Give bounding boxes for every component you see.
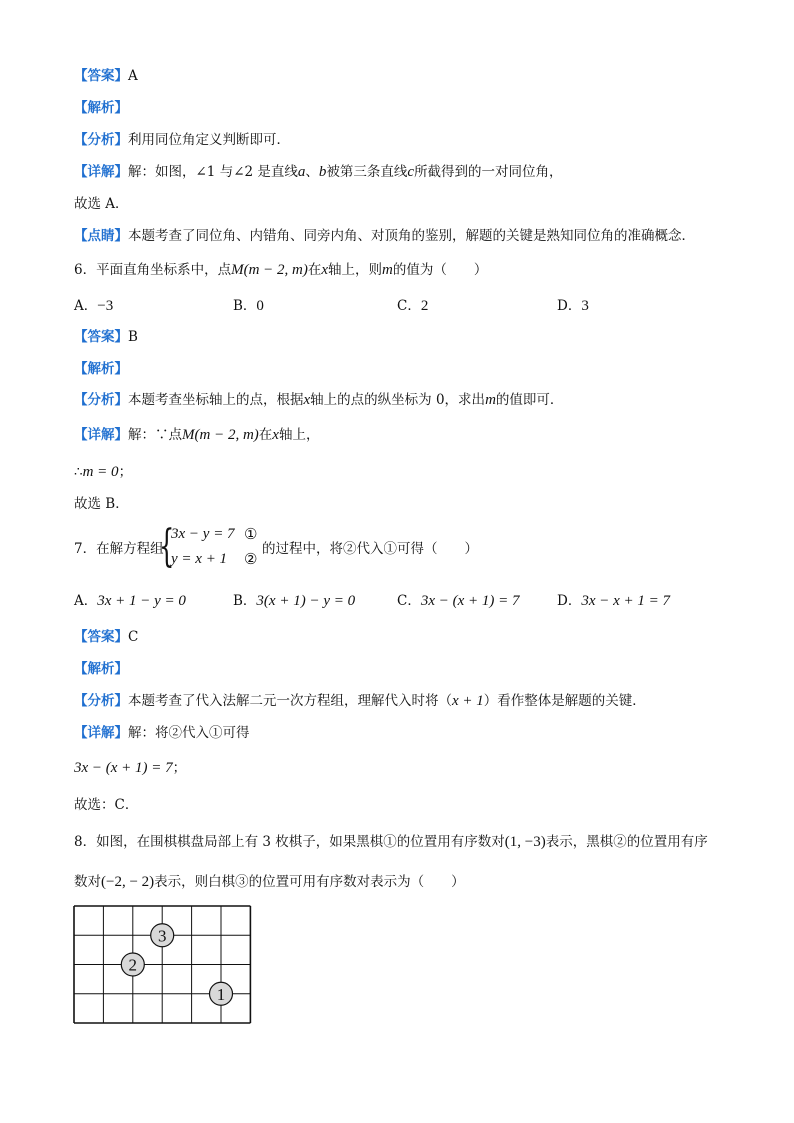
- q7-option-a: A．3x + 1 − y = 0: [74, 593, 186, 609]
- q6-analysis-line: [74, 359, 128, 379]
- equation-1: 3x − y = 7: [171, 526, 235, 542]
- xiangjie-tag: 【详解】: [74, 164, 128, 180]
- xiangjie-text-c: 所截得到的一对同位角，: [414, 164, 563, 180]
- q7-choose-line: 故选：C．: [74, 797, 139, 813]
- xiangjie-text-b: 被第三条直线: [326, 164, 408, 180]
- var-c: c: [407, 164, 415, 180]
- q6-result-line: ∴m = 0；: [74, 464, 133, 480]
- equation-1-mark: ①: [244, 527, 258, 543]
- q6-stem-d: 的值为（ ）: [392, 262, 488, 278]
- go-stone-3: [151, 924, 174, 947]
- go-stone-label: 2: [128, 955, 138, 975]
- go-board-figure: [70, 902, 256, 1028]
- q6-option-a: A．−3: [74, 298, 114, 314]
- q6-choose-line: 故选 B．: [74, 496, 129, 512]
- q7-stem-a: 7．在解方程组: [74, 541, 164, 557]
- q6-var-x: x: [321, 262, 329, 278]
- q8-stem-line-2: 数对(−2, − 2)表示，则白棋③的位置可用有序数对表示为（ ）: [74, 874, 465, 890]
- var-a: a: [297, 164, 306, 180]
- q7-result-line: 3x − (x + 1) = 7；: [74, 760, 187, 776]
- q7-fenxi-line: 【分析】本题考查了代入法解二元一次方程组，理解代入时将（x + 1）看作整体是解题的关键．: [74, 693, 646, 709]
- fenxi-tag: 【分析】: [74, 132, 128, 148]
- q6-stem-b: 在: [307, 262, 322, 278]
- q6-answer-line: [74, 327, 138, 347]
- q6-var-m: m: [382, 262, 393, 278]
- q5-analysis-line: [74, 98, 128, 118]
- answer-tag: 【答案】: [74, 629, 128, 645]
- q6-xiangjie-line: 【详解】解：∵点M(m − 2, m)在x轴上，: [74, 427, 320, 443]
- xiangjie-tag: 【详解】: [74, 427, 128, 443]
- q6-option-c: C．2: [397, 298, 429, 314]
- answer-value: B: [128, 329, 138, 345]
- q5-choose-line: 故选 A．: [74, 196, 129, 212]
- answer-value: A: [128, 68, 138, 84]
- q6-option-d: D．3: [557, 298, 589, 314]
- answer-tag: 【答案】: [74, 329, 128, 345]
- q7-option-b: B．3(x + 1) − y = 0: [233, 593, 356, 609]
- q6-option-b: B．0: [233, 298, 264, 314]
- xiangjie-text-a: 解：如图，∠1 与∠2 是直线: [128, 164, 298, 180]
- go-stone-label: 3: [157, 926, 167, 946]
- fenxi-tag: 【分析】: [74, 392, 128, 408]
- q7-analysis-line: [74, 659, 128, 679]
- q6-point: M(m − 2, m): [231, 262, 308, 278]
- answer-value: C: [128, 629, 139, 645]
- q7-stem-b: 的过程中，将②代入①可得（ ）: [262, 541, 478, 557]
- var-b: b: [318, 164, 327, 180]
- q6-stem-a: 6．平面直角坐标系中，点: [74, 262, 232, 278]
- analysis-tag: 【解析】: [74, 361, 128, 377]
- q5-xiangjie-line: [74, 162, 563, 182]
- q6-fenxi-line: 【分析】本题考查坐标轴上的点，根据x轴上的点的纵坐标为 0，求出m的值即可．: [74, 392, 564, 408]
- analysis-tag: 【解析】: [74, 661, 128, 677]
- fenxi-tag: 【分析】: [74, 693, 128, 709]
- equation-2: y = x + 1: [171, 551, 228, 567]
- q7-xiangjie-line: 【详解】解：将②代入①可得: [74, 725, 250, 741]
- fenxi-text: 利用同位角定义判断即可．: [128, 132, 290, 148]
- sep: 、: [305, 164, 319, 180]
- q7-option-d: D．3x − x + 1 = 7: [557, 593, 671, 609]
- dianjing-text: 本题考查了同位角、内错角、同旁内角、对顶角的鉴别，解题的关键是熟知同位角的准确概念．: [128, 228, 695, 244]
- q8-stem-line-1: 8．如图，在围棋棋盘局部上有 3 枚棋子，如果黑棋①的位置用有序数对(1, −3)表示，黑棋②的位置用有序: [74, 834, 708, 850]
- answer-tag: 【答案】: [74, 68, 128, 84]
- q5-fenxi-line: [74, 130, 290, 150]
- q6-stem: [74, 260, 487, 280]
- equation-system-brace: {: [159, 521, 175, 572]
- q5-answer-line: [74, 66, 138, 86]
- q7-answer-line: [74, 627, 138, 647]
- q6-stem-c: 轴上，则: [328, 262, 383, 278]
- q5-dianjing-line: [74, 226, 695, 246]
- q7-option-c: C．3x − (x + 1) = 7: [397, 593, 520, 609]
- go-stone-1: [210, 982, 233, 1005]
- analysis-tag: 【解析】: [74, 100, 128, 116]
- go-stone-2: [121, 953, 144, 976]
- equation-2-mark: ②: [244, 552, 258, 568]
- dianjing-tag: 【点睛】: [74, 228, 128, 244]
- xiangjie-tag: 【详解】: [74, 725, 128, 741]
- go-stone-label: 1: [216, 984, 226, 1004]
